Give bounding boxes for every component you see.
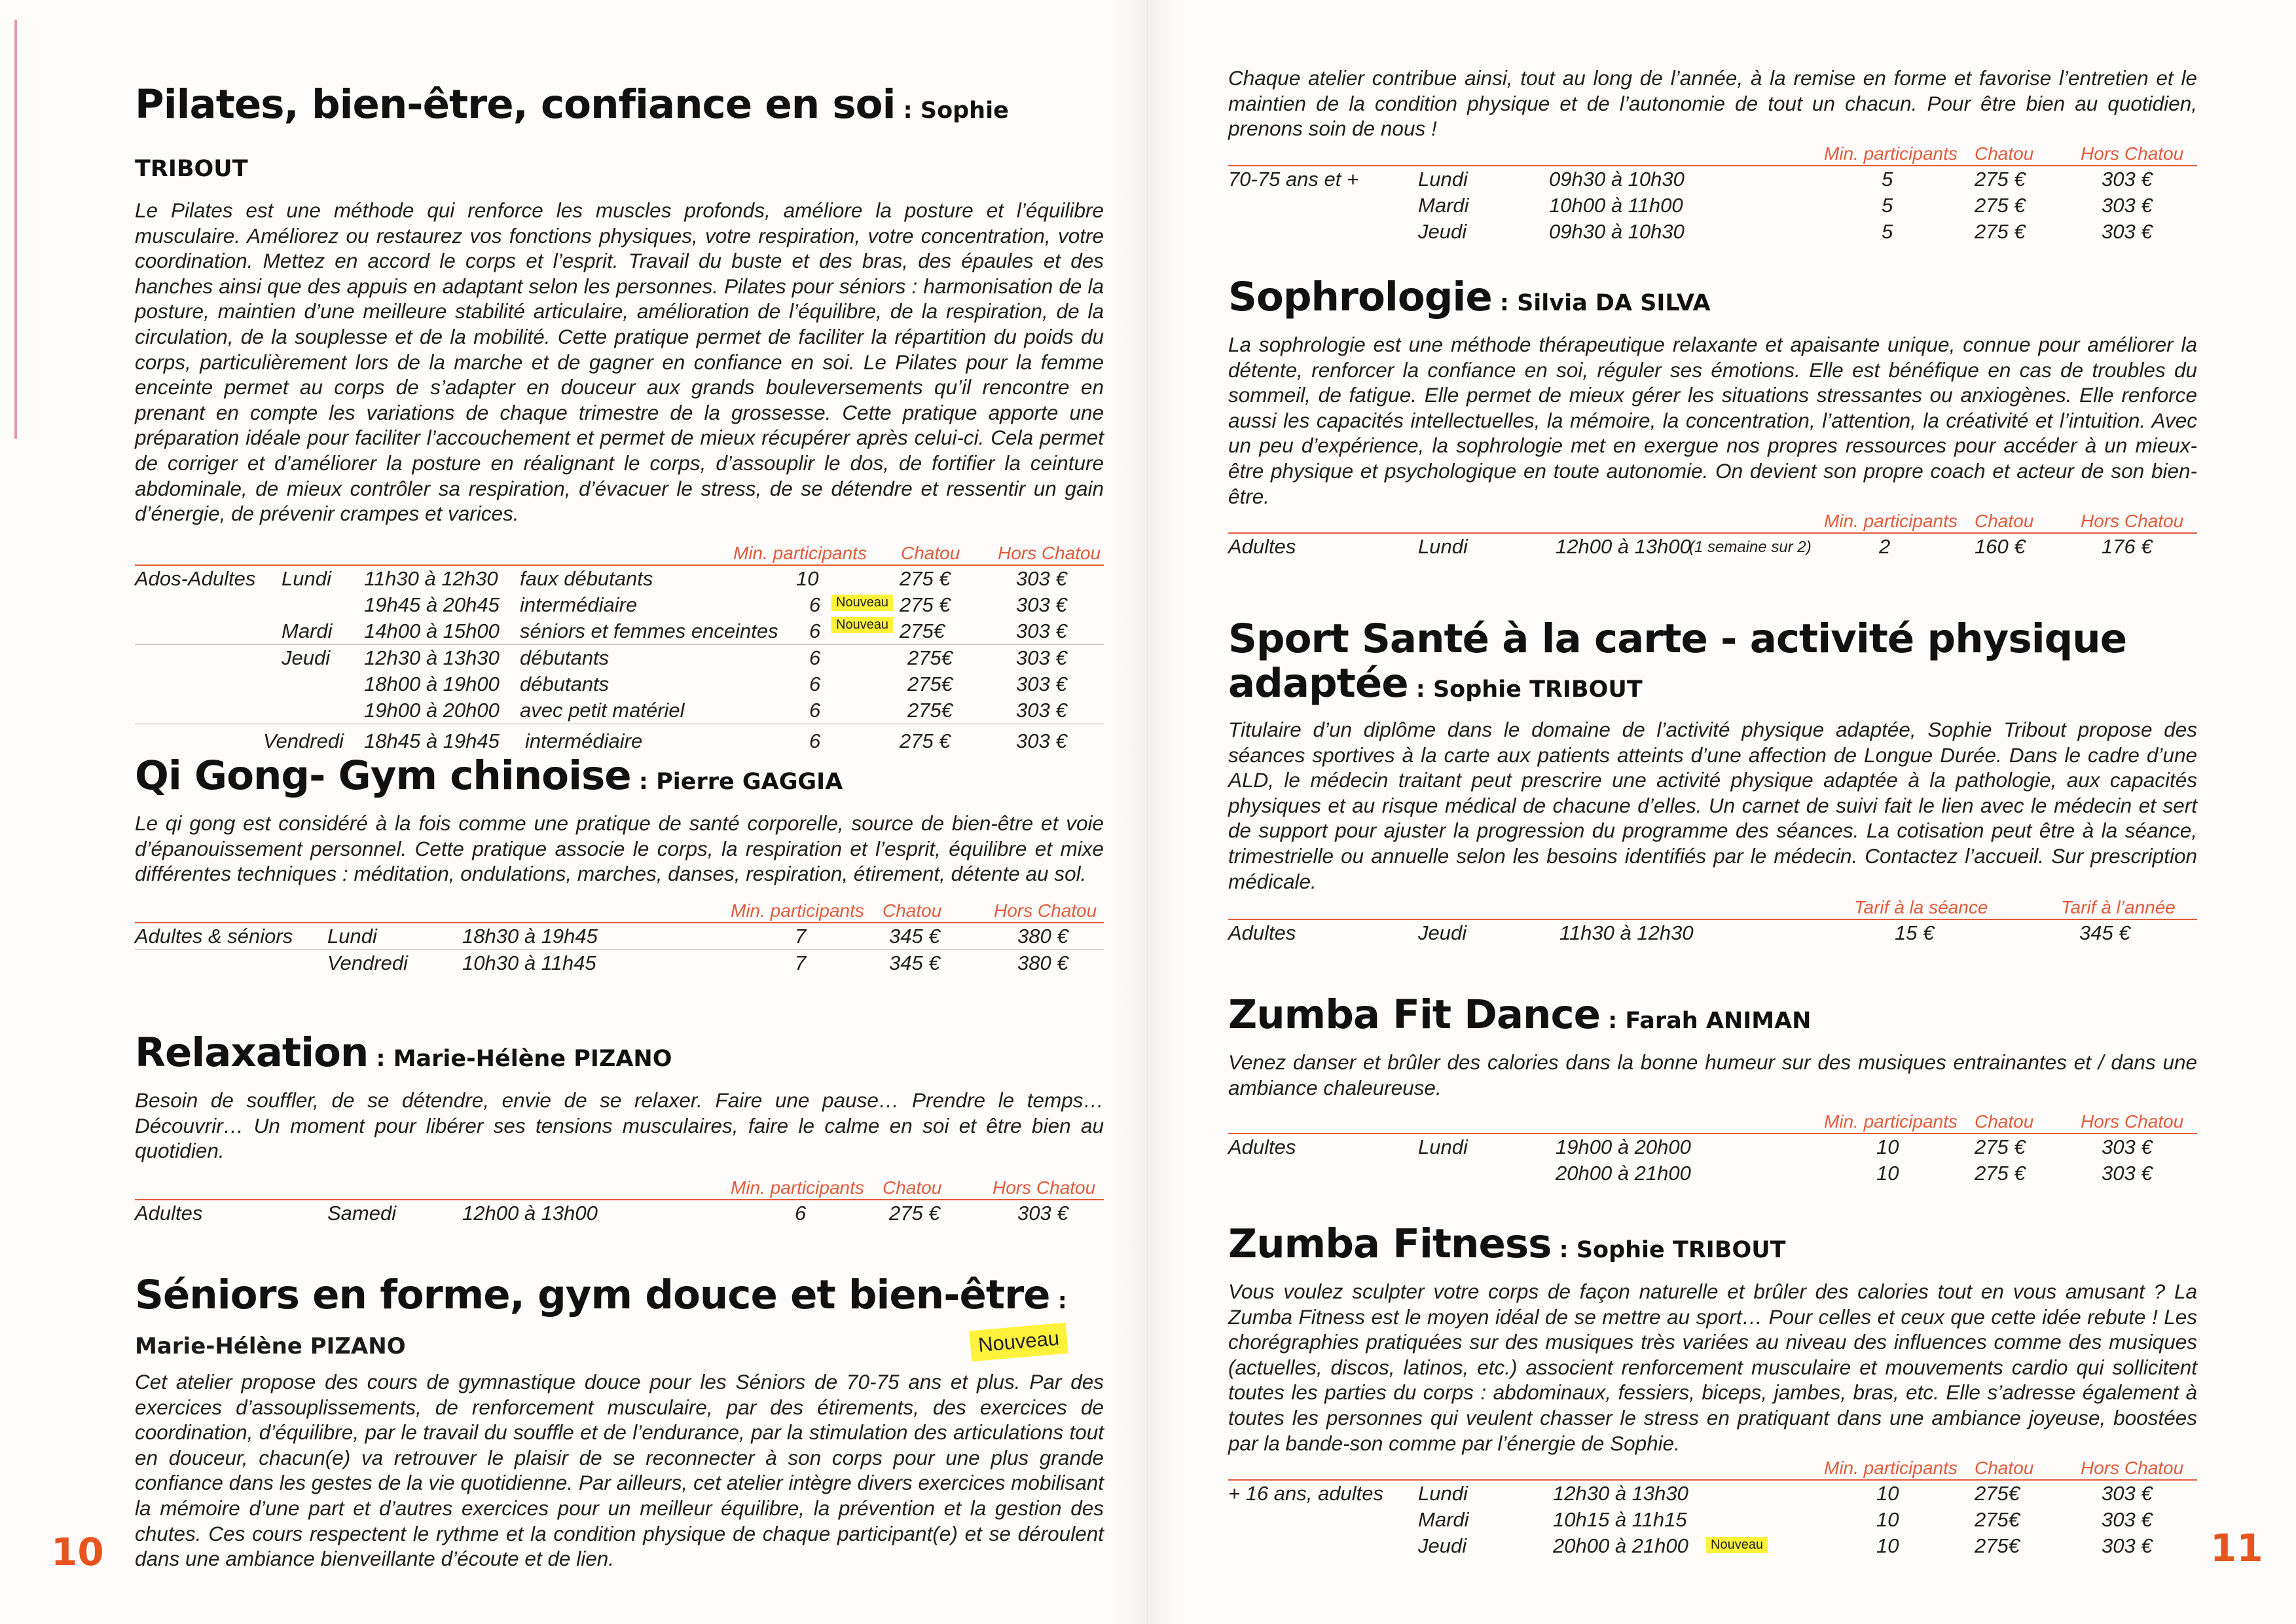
section-description: Chaque atelier contribue ainsi, tout au long de l’année, à la remise en forme et favorise l’entretien et le maintien de la condition physique et de l’autonomie de tout un chacun. Pour être bien au quotidien, prenons soin de nous ! (1228, 66, 2197, 141)
table-row (135, 1200, 1104, 1227)
price-chatou: 275 € (900, 729, 951, 752)
audience: Adultes (135, 1201, 203, 1225)
table-row (1228, 1134, 2197, 1160)
header-chatou: Chatou (1975, 511, 2034, 532)
min-participants: 6 (809, 698, 821, 722)
price-hors-chatou: 303 € (1016, 566, 1067, 590)
header-min-participants: Min. participants (1824, 1111, 1958, 1132)
table-row (1228, 193, 2197, 219)
table-row (1228, 1507, 2197, 1533)
instructor-name: Marie-Hélène PIZANO (135, 1333, 406, 1359)
header-tarif-seance: Tarif à la séance (1854, 897, 1988, 918)
author-separator: : (1491, 290, 1518, 316)
time: 18h30 à 19h45 (462, 924, 598, 948)
time: 12h30 à 13h30 (364, 646, 500, 669)
time: 10h30 à 11h45 (462, 951, 596, 974)
day: Lundi (1418, 1482, 1468, 1505)
new-badge: Nouveau (969, 1323, 1068, 1361)
price-hors-chatou: 303 € (2102, 1135, 2153, 1159)
table-header (135, 541, 1104, 566)
time: 10h15 à 11h15 (1553, 1508, 1687, 1532)
price-hors-chatou: 303 € (1016, 698, 1067, 722)
day: Jeudi (1418, 219, 1467, 243)
min-participants: 10 (1876, 1482, 1899, 1505)
time: 12h30 à 13h30 (1553, 1482, 1688, 1505)
day: Lundi (1418, 167, 1468, 191)
author-separator: : (1600, 1008, 1626, 1034)
author-separator: : (1551, 1237, 1576, 1263)
price-hors-chatou: 303 € (2102, 1162, 2153, 1185)
day: Vendredi (263, 729, 344, 752)
price-chatou: 275€ (1975, 1508, 2020, 1532)
header-chatou: Chatou (1975, 143, 2034, 164)
table-row (135, 644, 1104, 671)
level: faux débutants (520, 566, 653, 590)
title-text: Sophrologie (1228, 274, 1492, 320)
day: Mardi (1418, 193, 1469, 217)
header-hors-chatou: Hors Chatou (2081, 511, 2184, 532)
header-hors-chatou: Hors Chatou (2081, 143, 2184, 164)
audience: Adultes (1228, 535, 1296, 559)
header-hors-chatou: Hors Chatou (998, 542, 1101, 563)
page-number: 10 (51, 1530, 104, 1574)
schedule-table (1228, 1456, 2197, 1559)
day: Jeudi (1418, 1534, 1467, 1558)
table-header (1228, 1109, 2197, 1134)
section-sophrologie (1228, 271, 2197, 560)
title-text: Sport Santé à la carte - activité physique (1228, 616, 2127, 662)
price-chatou: 345 € (889, 924, 940, 948)
time: 19h45 à 20h45 (364, 593, 500, 616)
price-chatou: 275 € (900, 593, 951, 616)
day: Mardi (282, 619, 333, 642)
min-participants: 2 (1879, 535, 1891, 559)
section-description: Besoin de souffler, de se détendre, envie de se relaxer. Faire une pause… Prendre le temps… Découvrir… Un moment pour libérer ses tensions musculaires, faire le calme en soi et être bien au quotidien. (135, 1088, 1104, 1163)
price-chatou: 275 € (1975, 219, 2026, 243)
header-chatou: Chatou (901, 542, 960, 563)
price-chatou: 275 € (1975, 167, 2026, 191)
schedule-table (1228, 509, 2197, 560)
schedule-table (135, 541, 1104, 758)
table-row (1228, 1481, 2197, 1507)
price-hors-chatou: 303 € (2102, 1508, 2153, 1532)
header-min-participants: Min. participants (731, 1177, 864, 1198)
section-description: La sophrologie est une méthode thérapeutique relaxante et apaisante unique, connue pour améliorer la détente, renforcer la confiance en soi, réguler ses émotions. Elle est bénéfique en cas de troubles du sommeil, de fatigue. Elle permet de mieux gérer les situations stressantes ou anxiogènes. Elle renforce aussi les capacités intellectuelles, la mémoire, la concentration, l’attention, la créativité et l’intuition. Avec un peu d’expérience, la sophrologie met en exergue nos propres ressources pour accéder à un mieux-être physique et psychologique en toute autonomie. On devient son propre coach et acteur de son bien-être. (1228, 333, 2197, 508)
table-row (135, 671, 1104, 697)
section-title (135, 1027, 1104, 1085)
schedule-table (135, 1175, 1104, 1227)
instructor-name: Sophie TRIBOUT (1432, 676, 1643, 703)
section-title (135, 750, 1104, 808)
time: 20h00 à 21h00 (1553, 1534, 1688, 1558)
day: Lundi (1418, 1135, 1468, 1159)
level: débutants (520, 646, 610, 669)
table-row (1228, 219, 2197, 245)
table-row (135, 697, 1104, 724)
header-min-participants: Min. participants (1824, 143, 1958, 164)
author-separator: : (630, 769, 657, 795)
page-gutter (1147, 0, 1148, 1624)
price-chatou: 275 € (1975, 1135, 2026, 1159)
day: Jeudi (1418, 921, 1467, 945)
price-hors-chatou: 303 € (2102, 1534, 2153, 1558)
instructor-name: Sophie TRIBOUT (135, 98, 1009, 182)
table-row (1228, 1533, 2197, 1559)
price-hors-chatou: 303 € (2102, 167, 2153, 191)
min-participants: 10 (1876, 1508, 1899, 1532)
section-description: Le Pilates est une méthode qui renforce les muscles profonds, améliore la posture et l’équilibre musculaire. Améliorez ou restaurez vos fonctions physiques, votre respiration, votre concentration, votre coordination. Mettez en accord le corps et l’esprit. Travail du buste et des bras, des épaules et des hanches ainsi que des appuis en adaptant selon les personnes. Pilates pour séniors : harmonisation de la posture, maintien d’une meilleure stabilité articulaire, amélioration de l’équilibre, de la respiration, de la circulation, de la souplesse et de la mobilité. Cette pratique permet de faciliter la répartition du poids du corps, particulièrement lors de la marche et de gagner en confiance en soi. Le Pilates pour la femme enceinte permet au corps de s’adapter en douceur aux grands bouleversements qu’il rencontre en prenant en compte les variations de chaque trimestre de la grossesse. Cette pratique apporte une préparation idéale pour faciliter l’accouchement et permet de mieux récupérer après celui-ci. Cela permet de corriger et d’améliorer la posture en réalignant le corps, d’assouplir le dos, de fortifier la ceinture abdominale, de mieux contrôler sa respiration, d’évacuer le stress, de se détendre et ressentir un gain d’énergie, de prévenir crampes et varices. (135, 198, 1104, 526)
new-badge: Nouveau (1706, 1537, 1768, 1553)
day: Samedi (327, 1201, 397, 1225)
price-hors-chatou: 303 € (1016, 619, 1067, 642)
price-per-year: 345 € (2079, 921, 2130, 945)
instructor-name: Pierre GAGGIA (656, 769, 843, 795)
time: 18h45 à 19h45 (364, 729, 500, 752)
audience: + 16 ans, adultes (1228, 1482, 1383, 1505)
header-chatou: Chatou (1975, 1458, 2034, 1479)
time: 19h00 à 20h00 (1556, 1135, 1691, 1159)
min-participants: 6 (809, 672, 821, 695)
min-participants: 10 (1876, 1162, 1899, 1185)
time: 12h00 à 13h00 (1556, 535, 1691, 559)
min-participants: 6 (795, 1201, 807, 1225)
section-title (135, 79, 1104, 195)
price-hors-chatou: 303 € (2102, 1482, 2153, 1505)
price-hors-chatou: 303 € (1016, 593, 1067, 616)
time: 18h00 à 19h00 (364, 672, 500, 695)
new-badge: Nouveau (831, 617, 893, 633)
instructor-name: Sophie TRIBOUT (1576, 1237, 1786, 1263)
day: Lundi (327, 924, 377, 948)
section-sport-sante (1228, 617, 2197, 946)
title-text: Zumba Fit Dance (1228, 991, 1601, 1038)
header-min-participants: Min. participants (1824, 511, 1958, 532)
audience: 70-75 ans et + (1228, 167, 1359, 191)
day: Jeudi (282, 646, 331, 669)
table-header (1228, 509, 2197, 534)
time: 19h00 à 20h00 (364, 698, 500, 722)
section-description: Titulaire d’un diplôme dans le domaine de l’activité physique adaptée, Sophie Tribout propose des séances sportives à la carte aux patients atteints d’une affection de Longue Durée. Dans le cadre d’une ALD, le médecin traitant peut prescrire une activité physique adaptée à la pathologie, aux capacités physiques et au risque médical de chacune d’elles. Un carnet de suivi fait le lien avec le médecin et sert de support pour ajuster la progression du programme des séances. La cotisation peut être à la séance, trimestrielle ou annuelle selon les besoins identifiés par le médecin. Contactez l’accueil. Sur prescription médicale. (1228, 718, 2197, 893)
instructor-name: Silvia DA SILVA (1517, 290, 1711, 316)
time: 10h00 à 11h00 (1549, 193, 1683, 217)
section-seniors-continued (1228, 65, 2197, 245)
new-badge: Nouveau (831, 595, 893, 611)
section-title (1228, 989, 2197, 1047)
min-participants: 7 (795, 924, 807, 948)
min-participants: 10 (796, 566, 819, 590)
header-chatou: Chatou (883, 900, 942, 921)
table-row (135, 950, 1104, 976)
price-chatou: 275€ (900, 619, 945, 642)
table-row (1228, 166, 2197, 193)
price-chatou: 275€ (1975, 1534, 2020, 1558)
min-participants: 10 (1876, 1534, 1899, 1558)
title-text: Séniors en forme, gym douce et bien-être (135, 1272, 1050, 1318)
header-tarif-annee: Tarif à l’année (2061, 897, 2176, 918)
level: séniors et femmes enceintes (520, 619, 778, 642)
audience: Ados-Adultes (135, 566, 256, 590)
time: 20h00 à 21h00 (1556, 1162, 1691, 1185)
title-text: Pilates, bien-être, confiance en soi (135, 81, 896, 128)
audience: Adultes & séniors (135, 924, 293, 948)
price-chatou: 275 € (889, 1201, 940, 1225)
level: avec petit matériel (520, 698, 685, 722)
section-relaxation (135, 1027, 1104, 1227)
table-row (135, 566, 1104, 592)
price-chatou: 345 € (889, 951, 940, 974)
section-title (1228, 271, 2197, 329)
author-separator: : (895, 98, 920, 124)
section-title (1228, 1218, 2197, 1276)
price-chatou: 275 € (1975, 1162, 2026, 1185)
schedule-table (1228, 1109, 2197, 1187)
page-number: 11 (2210, 1526, 2263, 1570)
table-row (135, 592, 1104, 618)
section-pilates (135, 79, 1104, 758)
table-row (1228, 534, 2197, 560)
min-participants: 6 (809, 646, 821, 669)
price-hors-chatou: 303 € (1016, 729, 1067, 752)
section-description: Le qi gong est considéré à la fois comme une pratique de santé corporelle, source de bien-être et voie d’épanouissement personnel. Cette pratique associe le corps, la respiration et l’esprit, équilibre et mixe différentes techniques : méditation, ondulations, marches, danses, respiration, étirement, détente au sol. (135, 811, 1104, 886)
price-chatou: 160 € (1975, 535, 2026, 559)
price-hors-chatou: 303 € (1017, 1201, 1068, 1225)
day: Vendredi (327, 951, 408, 974)
price-chatou: 275€ (907, 672, 953, 695)
section-seniors (135, 1269, 1104, 1572)
min-participants: 5 (1882, 167, 1893, 191)
price-hors-chatou: 380 € (1017, 924, 1068, 948)
price-chatou: 275€ (907, 646, 953, 669)
level: intermédiaire (525, 729, 643, 752)
table-header (135, 1175, 1104, 1200)
table-header (135, 898, 1104, 923)
header-chatou: Chatou (1975, 1111, 2034, 1132)
author-separator: : (368, 1046, 393, 1072)
header-chatou: Chatou (883, 1177, 942, 1198)
title-text: Zumba Fitness (1228, 1221, 1552, 1267)
author-separator: : (1408, 676, 1433, 703)
header-min-participants: Min. participants (731, 900, 864, 921)
section-zumba-fitness (1228, 1218, 2197, 1559)
min-participants: 6 (809, 729, 821, 752)
header-hors-chatou: Hors Chatou (2081, 1458, 2184, 1479)
price-chatou: 275 € (900, 566, 951, 590)
price-hors-chatou: 176 € (2102, 535, 2153, 559)
header-min-participants: Min. participants (733, 542, 867, 563)
table-row (1228, 1160, 2197, 1187)
section-title (135, 1269, 1104, 1327)
header-hors-chatou: Hors Chatou (993, 1177, 1096, 1198)
header-hors-chatou: Hors Chatou (994, 900, 1097, 921)
schedule-table (135, 898, 1104, 976)
page-edge-mark (14, 20, 17, 439)
min-participants: 6 (809, 593, 821, 616)
title-text: Qi Gong- Gym chinoise (135, 752, 631, 799)
instructor-name: Marie-Hélène PIZANO (393, 1046, 672, 1072)
section-description: Venez danser et brûler des calories dans la bonne humeur sur des musiques entrainantes et / dans une ambiance chaleureuse. (1228, 1050, 2197, 1099)
time: 12h00 à 13h00 (462, 1201, 598, 1225)
price-hors-chatou: 303 € (2102, 219, 2153, 243)
price-hors-chatou: 380 € (1017, 951, 1068, 974)
section-zumba-fit-dance (1228, 989, 2197, 1187)
header-hors-chatou: Hors Chatou (2081, 1111, 2184, 1132)
title-text: Relaxation (135, 1029, 369, 1076)
section-description: Cet atelier propose des cours de gymnastique douce pour les Séniors de 70-75 ans et plus. Par des exercices d’assouplissements, de renforcement musculaire, par des étirements, des exercices de coordination, d’équilibre, par le travail du souffle et de l’endurance, par la stimulation des articulations tout en douceur, chacun(e) va retrouver le plaisir de se reconnecter à son corps pour une plus grande confiance dans les gestes de la vie quotidienne. Par ailleurs, cet atelier intègre divers exercices mobilisant la mémoire d’une part et d’autres exercices pour un meilleur équilibre, la prévention et la gestion des chutes. Ces cours respectent le rythme et la condition physique de chaque participant(e) et se déroulent dans une ambiance bienveillante d’écoute et de lien. (135, 1370, 1104, 1571)
price-hors-chatou: 303 € (1016, 646, 1067, 669)
price-hors-chatou: 303 € (1016, 672, 1067, 695)
day: Lundi (1418, 535, 1468, 559)
section-qigong (135, 750, 1104, 976)
price-chatou: 275€ (907, 698, 953, 722)
min-participants: 6 (809, 619, 821, 642)
section-description: Vous voulez sculpter votre corps de façon naturelle et brûler des calories tout en vous amusant ? La Zumba Fitness est le moyen idéal de se mettre au sport… Pour celles et ceux que cette idée rebute ! Les chorégraphies pratiquées sur des musiques très variées au niveau des influences comme des musiques (actuelles, discos, latinos, etc.) associent renforcement musculaire et mouvements cardio qui sollicitent toutes les parties du corps : abdominaux, fessiers, biceps, jambes, bras, etc. Elle s’adresse également à toutes les personnes qui veulent chasser le stress en pratiquant dans une ambiance joyeuse, boostées par la bande-son comme par l’énergie de Sophie. (1228, 1280, 2197, 1455)
schedule-table (1228, 141, 2197, 245)
table-row (135, 618, 1104, 644)
min-participants: 5 (1882, 219, 1893, 243)
frequency-note: (1 semaine sur 2) (1689, 538, 1812, 557)
author-separator: : (1049, 1288, 1067, 1314)
price-chatou: 275€ (1975, 1482, 2020, 1505)
table-header (1228, 1456, 2197, 1481)
title-text-line2: adaptée (1228, 660, 1408, 707)
table-header (1228, 141, 2197, 166)
time: 09h30 à 10h30 (1549, 167, 1685, 191)
section-title (1228, 617, 2197, 712)
table-header (1228, 895, 2197, 920)
level: intermédiaire (520, 593, 638, 616)
price-chatou: 275 € (1975, 193, 2026, 217)
min-participants: 5 (1882, 193, 1893, 217)
price-per-session: 15 € (1895, 921, 1935, 945)
header-min-participants: Min. participants (1824, 1458, 1958, 1479)
day: Lundi (282, 566, 331, 590)
time: 09h30 à 10h30 (1549, 219, 1685, 243)
time: 14h00 à 15h00 (364, 619, 500, 642)
day: Mardi (1418, 1508, 1469, 1532)
level: débutants (520, 672, 610, 695)
table-row (1228, 920, 2197, 946)
time: 11h30 à 12h30 (364, 566, 498, 590)
min-participants: 7 (795, 951, 807, 974)
min-participants: 10 (1876, 1135, 1899, 1159)
schedule-table (1228, 895, 2197, 946)
time: 11h30 à 12h30 (1559, 921, 1694, 945)
instructor-name: Farah ANIMAN (1625, 1008, 1812, 1034)
price-hors-chatou: 303 € (2102, 193, 2153, 217)
audience: Adultes (1228, 1135, 1296, 1159)
table-row (135, 923, 1104, 950)
audience: Adultes (1228, 921, 1296, 945)
